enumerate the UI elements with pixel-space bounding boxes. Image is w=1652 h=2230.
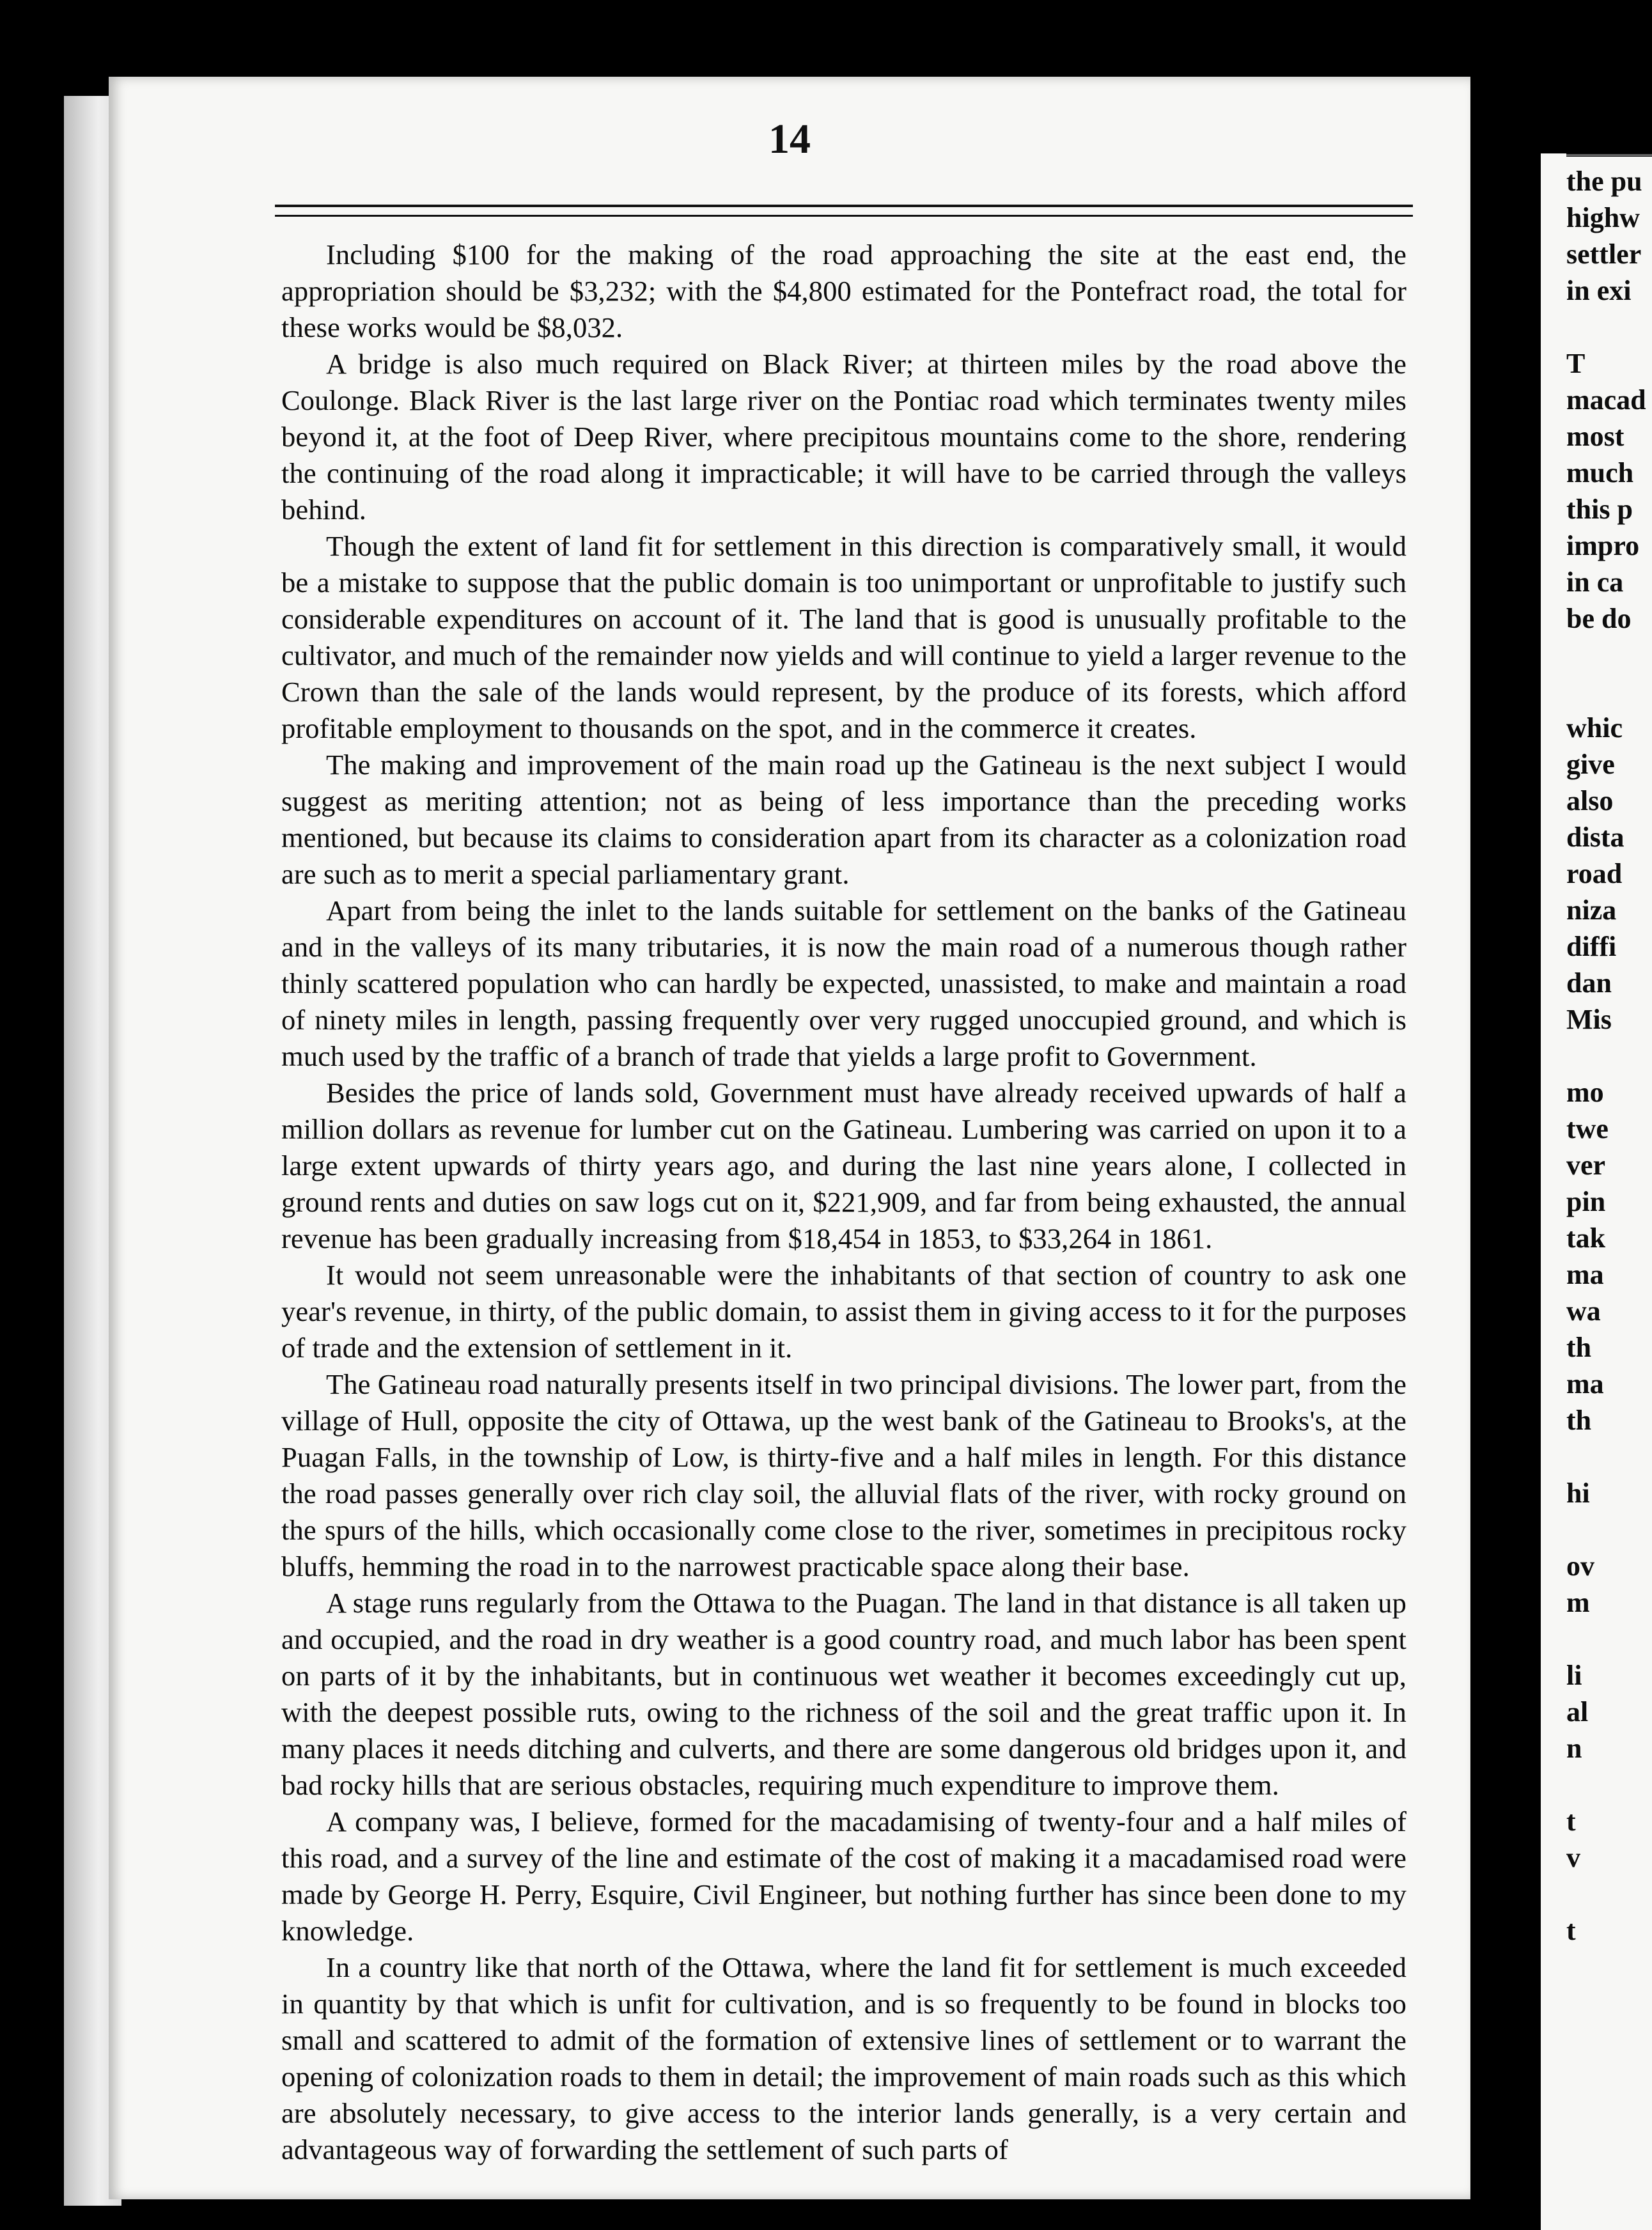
facing-page-line: tak <box>1566 1222 1606 1254</box>
facing-page-line <box>1541 673 1652 710</box>
facing-page-line: impro <box>1566 530 1640 561</box>
facing-page-line: highw <box>1566 202 1640 233</box>
facing-page-line: this p <box>1566 494 1633 525</box>
facing-page-line: li <box>1566 1660 1582 1691</box>
page-number: 14 <box>768 116 811 162</box>
facing-page-line: v <box>1566 1842 1580 1873</box>
facing-page-line: most <box>1566 421 1625 452</box>
facing-page-line: give <box>1566 749 1615 780</box>
facing-page-line: twe <box>1566 1113 1609 1144</box>
paragraph: Besides the price of lands sold, Government must have already received upwards of half a million dollars as revenue for lumber cut on the Gatineau. Lumbering was carried on upon it to a large extent upwards of thirty years ago, and during the last nine years alone, I collected in ground rents and duties on saw logs cut on it, $221,909, and far from being exhausted, the annual revenue has been gradually increasing from $18,454 in 1853, to $33,264 in 1861. <box>281 1077 1407 1254</box>
facing-page-line: diffi <box>1566 931 1617 962</box>
paragraph: The making and improvement of the main road up the Gatineau is the next subject I would suggest as meriting attention; not as being of less importance than the preceding works mentioned, but because its claims to consideration apart from its character as a colonization road are such as to merit a special parliamentary grant. <box>281 749 1407 890</box>
facing-page-line: hi <box>1566 1478 1590 1509</box>
facing-page-line: n <box>1566 1733 1582 1764</box>
facing-page-line: dan <box>1566 967 1612 999</box>
facing-page-rule <box>1566 153 1652 157</box>
facing-page-line: ver <box>1566 1150 1606 1181</box>
facing-page-line: much <box>1566 457 1634 488</box>
facing-page-line: macad <box>1566 384 1646 416</box>
facing-page-line <box>1541 1766 1652 1803</box>
facing-page-line: road <box>1566 858 1623 889</box>
facing-page-text <box>1541 163 1652 1949</box>
facing-page-line: mo <box>1566 1077 1604 1108</box>
facing-page-line: th <box>1566 1405 1592 1436</box>
facing-page-fragment <box>1541 153 1652 2230</box>
facing-page-line: be do <box>1566 603 1632 634</box>
paragraph: A bridge is also much required on Black River; at thirteen miles by the road above the Coulonge. Black River is the last large river on the Pontiac road which terminates twenty miles beyond it, at the foot of Deep River, where precipitous mountains come to the shore, rendering the continuing of the road along it impracticable; it will have to be carried through the valleys behind. <box>281 348 1407 526</box>
facing-page-line: in ca <box>1566 566 1624 598</box>
facing-page-line: m <box>1566 1587 1590 1618</box>
book-page <box>109 77 1470 2199</box>
facing-page-line: the pu <box>1566 166 1642 197</box>
facing-page-line: t <box>1566 1805 1576 1837</box>
facing-page-line: ov <box>1566 1550 1594 1582</box>
facing-page-line: ma <box>1566 1368 1604 1400</box>
facing-page-line: T <box>1566 348 1586 379</box>
facing-page-line: in exi <box>1566 275 1632 306</box>
paragraph: A stage runs regularly from the Ottawa to the Puagan. The land in that distance is all taken up and occupied, and the road in dry weather is a good country road, and much labor has been spent on parts of it by the inhabitants, but in continuous wet weather it becomes exceedingly cut up, with the deepest possible ruts, owing to the richness of the soil and the great traffic upon it. In many places it needs ditching and culverts, and there are some dangerous old bridges upon it, and bad rocky hills that are serious obstacles, requiring much expenditure to improve them. <box>281 1587 1407 1801</box>
facing-page-line: dista <box>1566 822 1625 853</box>
facing-page-line: al <box>1566 1696 1589 1727</box>
body-text <box>281 237 1407 2168</box>
facing-page-line: pin <box>1566 1186 1606 1217</box>
paragraph: In a country like that north of the Ottawa, where the land fit for settlement is much exceeded in quantity by that which is unfit for cultivation, and is so frequently to be found in blocks too small and scattered to admit of the formation of extensive lines of settlement or to warrant the opening of colonization roads to them in detail; the improvement of main roads such as this which are absolutely necessary, to give access to the interior lands generally, is a very certain and advantageous way of forwarding the settlement of such parts of <box>281 1951 1407 2165</box>
facing-page-line: niza <box>1566 894 1617 926</box>
facing-page-line: th <box>1566 1332 1592 1363</box>
paragraph: Though the extent of land fit for settlement in this direction is comparatively small, it would be a mistake to suppose that the public domain is too unimportant or unprofitable to justify such considerable expenditures on account of it. The land that is good is unusually profitable to the cultivator, and much of the remainder now yields and will continue to yield a larger revenue to the Crown than the sale of the lands would represent, by the produce of its forests, which afford profitable employment to thousands on the spot, and in the commerce it creates. <box>281 530 1407 744</box>
facing-page-line <box>1541 1038 1652 1074</box>
paragraph: It would not seem unreasonable were the inhabitants of that section of country to ask one year's revenue, in thirty, of the public domain, to assist them in giving access to it for the purposes of trade and the extension of settlement in it. <box>281 1259 1407 1364</box>
facing-page-line <box>1541 1876 1652 1912</box>
facing-page-line <box>1541 637 1652 673</box>
paragraph: A company was, I believe, formed for the macadamising of twenty-four and a half miles of this road, and a survey of the line and estimate of the cost of making it a macadamised road were made by George H. Perry, Esquire, Civil Engineer, but nothing further has since been done to my knowledge. <box>281 1805 1407 1947</box>
facing-page-line: ma <box>1566 1259 1604 1290</box>
facing-page-line <box>1541 1511 1652 1548</box>
facing-page-line: t <box>1566 1915 1576 1946</box>
paragraph: Apart from being the inlet to the lands suitable for settlement on the banks of the Gatineau and in the valleys of its many tributaries, it is now the main road of a numerous though rather thinly scattered population who can hardly be expected, unassisted, to make and maintain a road of ninety miles in length, passing frequently over very rugged unoccupied ground, and which is much used by the traffic of a branch of trade that yields a large profit to Government. <box>281 894 1407 1072</box>
facing-page-line <box>1541 1439 1652 1475</box>
facing-page-line: whic <box>1566 712 1623 744</box>
header-rule <box>275 205 1413 217</box>
facing-page-line <box>1541 1621 1652 1657</box>
facing-page-line: settler <box>1566 238 1642 270</box>
paragraph: The Gatineau road naturally presents itself in two principal divisions. The lower part, from the village of Hull, opposite the city of Ottawa, up the west bank of the Gatineau to Brooks's, at the Puagan Falls, in the township of Low, is thirty-five and a half miles in length. For this distance the road passes generally over rich clay soil, the alluvial flats of the river, with rocky ground on the spurs of the hills, which occasionally come close to the river, sometimes in precipitous rocky bluffs, hemming the road in to the narrowest practicable space along their base. <box>281 1368 1407 1582</box>
paragraph: Including $100 for the making of the road approaching the site at the east end, the appropriation should be $3,232; with the $4,800 estimated for the Pontefract road, the total for these works would be $8,032. <box>281 238 1407 343</box>
facing-page-line: wa <box>1566 1295 1601 1327</box>
facing-page-line <box>1541 309 1652 345</box>
facing-page-line: Mis <box>1566 1004 1612 1035</box>
facing-page-line: also <box>1566 785 1614 816</box>
